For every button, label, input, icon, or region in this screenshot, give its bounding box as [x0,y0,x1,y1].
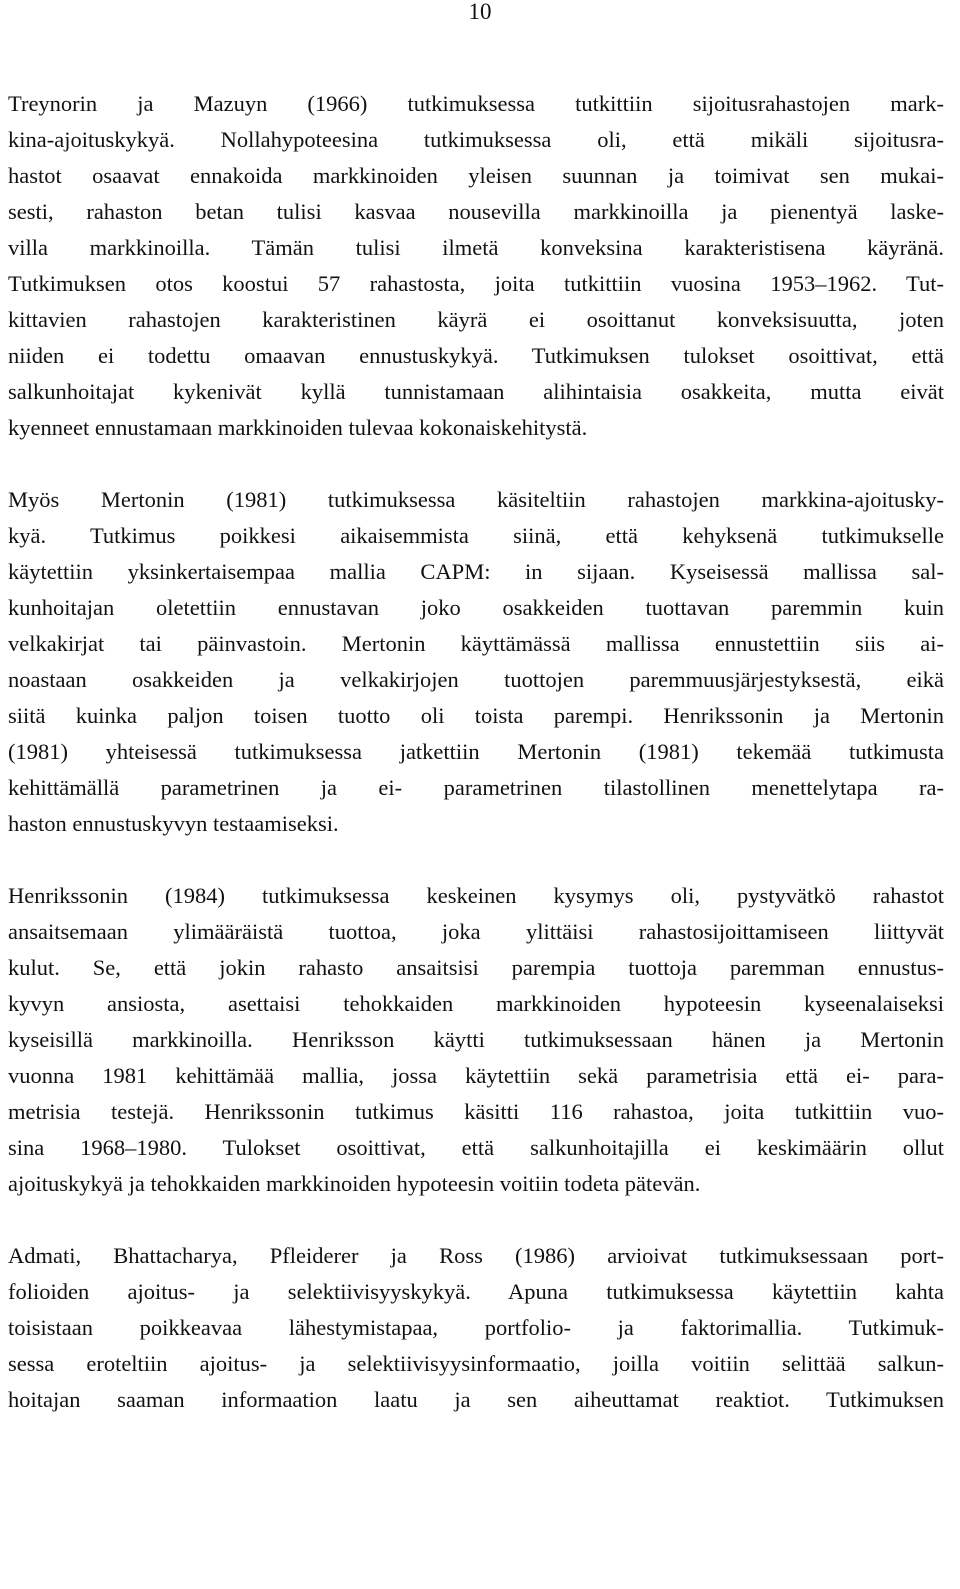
text-line: folioiden ajoitus- ja selektiivisyyskykyä. Apuna tutkimuksessa käytettiin kahta [8,1279,944,1304]
text-line: kunhoitajan oletettiin ennustavan joko osakkeiden tuottavan paremmin kuin [8,595,944,620]
text-line: Treynorin ja Mazuyn (1966) tutkimuksessa tutkittiin sijoitusrahastojen mark- [8,91,944,116]
text-line: metrisia testejä. Henrikssonin tutkimus käsitti 116 rahastoa, joita tutkittiin vuo- [8,1099,944,1124]
text-line: siitä kuinka paljon toisen tuotto oli toista parempi. Henrikssonin ja Mertonin [8,703,944,728]
text-line: noastaan osakkeiden ja velkakirjojen tuottojen paremmuusjärjestyksestä, eikä [8,667,944,692]
text-line: kyenneet ennustamaan markkinoiden tulevaa kokonaiskehitystä. [8,415,588,440]
page-number: 10 [468,0,492,24]
text-line: sessa eroteltiin ajoitus- ja selektiivisyysinformaatio, joilla voitiin selittää salkun- [8,1351,944,1376]
paragraph-1 [8,86,944,446]
text-line: kyä. Tutkimus poikkesi aikaisemmista siinä, että kehyksenä tutkimukselle [8,523,944,548]
text-line: ajoituskykyä ja tehokkaiden markkinoiden hypoteesin voitiin todeta pätevän. [8,1171,701,1196]
text-line: kittavien rahastojen karakteristinen käyrä ei osoittanut konveksisuutta, joten [8,307,944,332]
text-line: käytettiin yksinkertaisempaa mallia CAPM: in sijaan. Kyseisessä mallissa sal- [8,559,944,584]
text-line: Admati, Bhattacharya, Pfleiderer ja Ross (1986) arvioivat tutkimuksessaan port- [8,1243,944,1268]
paragraph-2 [8,482,944,842]
text-line: Tutkimuksen otos koostui 57 rahastosta, joita tutkittiin vuosina 1953–1962. Tut- [8,271,944,296]
text-line: ansaitsemaan ylimääräistä tuottoa, joka ylittäisi rahastosijoittamiseen liittyvät [8,919,944,944]
text-line: Henrikssonin (1984) tutkimuksessa keskeinen kysymys oli, pystyvätkö rahastot [8,883,944,908]
text-line: (1981) yhteisessä tutkimuksessa jatkettiin Mertonin (1981) tekemää tutkimusta [8,739,944,764]
paragraph-4 [8,1238,944,1418]
body-text [8,86,944,1454]
text-line: toisistaan poikkeavaa lähestymistapaa, portfolio- ja faktorimallia. Tutkimuk- [8,1315,944,1340]
text-line: velkakirjat tai päinvastoin. Mertonin käyttämässä mallissa ennustettiin siis ai- [8,631,944,656]
text-line: kyvyn ansiosta, asettaisi tehokkaiden markkinoiden hypoteesin kyseenalaiseksi [8,991,944,1016]
text-line: sesti, rahaston betan tulisi kasvaa nousevilla markkinoilla ja pienentyä laske- [8,199,944,224]
text-line: villa markkinoilla. Tämän tulisi ilmetä konveksina karakteristisena käyränä. [8,235,944,260]
text-line: kehittämällä parametrinen ja ei- parametrinen tilastollinen menettelytapa ra- [8,775,944,800]
text-line: kyseisillä markkinoilla. Henriksson käytti tutkimuksessaan hänen ja Mertonin [8,1027,944,1052]
text-line: kulut. Se, että jokin rahasto ansaitsisi parempia tuottoja paremman ennustus- [8,955,944,980]
text-line: Myös Mertonin (1981) tutkimuksessa käsiteltiin rahastojen markkina-ajoitusky- [8,487,944,512]
text-line: salkunhoitajat kykenivät kyllä tunnistamaan alihintaisia osakkeita, mutta eivät [8,379,944,404]
text-line: haston ennustuskyvyn testaamiseksi. [8,811,339,836]
text-line: kina-ajoituskykyä. Nollahypoteesina tutkimuksessa oli, että mikäli sijoitusra- [8,127,944,152]
text-line: hoitajan saaman informaation laatu ja sen aiheuttamat reaktiot. Tutkimuksen [8,1387,944,1412]
text-line: hastot osaavat ennakoida markkinoiden yleisen suunnan ja toimivat sen mukai- [8,163,944,188]
text-line: niiden ei todettu omaavan ennustuskykyä. Tutkimuksen tulokset osoittivat, että [8,343,944,368]
paragraph-3 [8,878,944,1202]
text-line: vuonna 1981 kehittämää mallia, jossa käytettiin sekä parametrisia että ei- para- [8,1063,944,1088]
text-line: sina 1968–1980. Tulokset osoittivat, että salkunhoitajilla ei keskimäärin ollut [8,1135,944,1160]
